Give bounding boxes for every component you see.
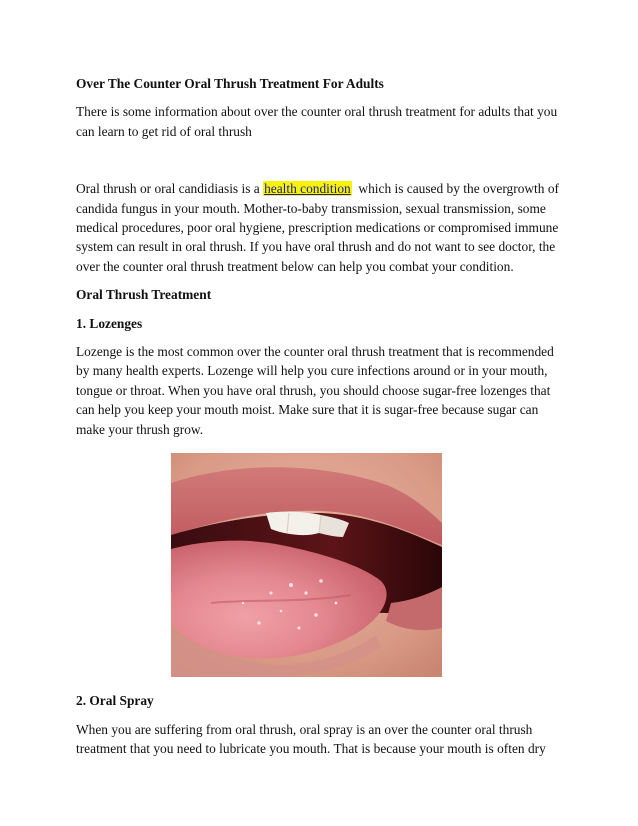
lozenges-paragraph: Lozenge is the most common over the counter oral thrush treatment that is recommended by many health experts. Lozenge will help you cure infections around or in your mouth, tongue or throat. When you have oral thrush, you should choose sugar-free lozenges that can help you keep your mouth moist. Make sure that it is sugar-free because sugar can make your thrush grow. bbox=[76, 344, 554, 437]
oral-spray-paragraph: When you are suffering from oral thrush, oral spray is an over the counter oral thrush treatment that you need to lubricate you mouth. That is because your mouth is often dry bbox=[76, 721, 546, 756]
document-page bbox=[76, 74, 568, 758]
definition-paragraph bbox=[76, 179, 568, 276]
intro-paragraph: There is some information about over the counter oral thrush treatment for adults that you can learn to get rid of oral thrush bbox=[76, 104, 558, 139]
lozenges-heading: 1. Lozenges bbox=[76, 315, 143, 331]
document-title: Over The Counter Oral Thrush Treatment For Adults bbox=[76, 76, 384, 91]
section-heading: Oral Thrush Treatment bbox=[76, 287, 212, 303]
definition-text-end: which is caused by the overgrowth of candida fungus in your mouth. Mother-to-baby transmission, sexual transmission, some medical procedures, poor oral hygiene, prescription medications or compromised immune system can result in oral thrush. If you have oral thrush and do not want to see doctor, the over the counter oral thrush treatment below can help you combat your condition. bbox=[76, 181, 563, 274]
definition-text-start: Oral thrush or oral candidiasis is a bbox=[76, 181, 264, 197]
oral-spray-heading: 2. Oral Spray bbox=[76, 693, 154, 709]
tongue-photo bbox=[171, 453, 442, 677]
health-condition-link[interactable]: health condition bbox=[264, 181, 351, 197]
